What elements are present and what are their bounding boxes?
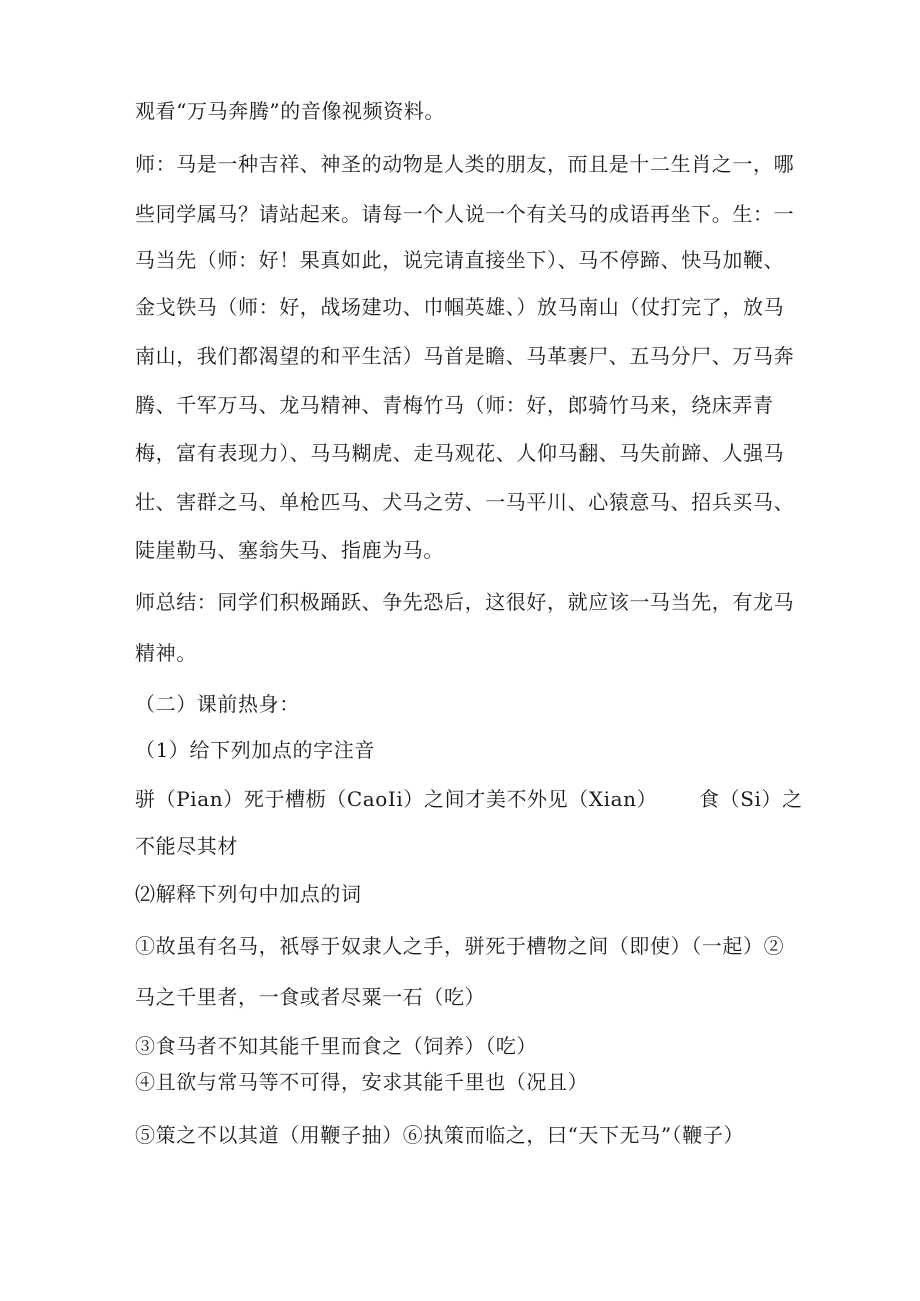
text-line: 壮、害群之马、单枪匹马、犬马之劳、一马平川、心猿意马、招兵买马、 xyxy=(135,490,795,514)
text-line: ①故虽有名马，祇辱于奴隶人之手，骈死于槽物之间（即使）（一起）② xyxy=(135,934,785,958)
text-line: ③食马者不知其能千里而食之（饲养）（吃） xyxy=(135,1034,537,1058)
text-line: 骈（Pian）死于槽枥（CaoIi）之间才美不外见（Xian） 食（Si）之 xyxy=(135,787,803,811)
section-heading: （二）课前热身： xyxy=(135,692,300,716)
text-line: 陡崖勒马、塞翁失马、指鹿为马。 xyxy=(135,538,444,562)
text-line: 梅，富有表现力）、马马糊虎、走马观花、人仰马翻、马失前蹄、人强马 xyxy=(135,441,785,465)
subsection-heading: ⑵解释下列句中加点的词 xyxy=(135,882,362,906)
subsection-heading: （1）给下列加点的字注音 xyxy=(135,738,375,762)
text-line: 马之千里者，一食或者尽粟一石（吃） xyxy=(135,985,486,1009)
text-line: 观看“万马奔腾”的音像视频资料。 xyxy=(135,99,446,123)
text-line: 不能尽其材 xyxy=(135,834,238,858)
text-line: 师总结：同学们积极踊跃、争先恐后，这很好，就应该一马当先，有龙马 xyxy=(135,590,795,614)
text-line: 些同学属马？请站起来。请每一个人说一个有关马的成语再坐下。生：一 xyxy=(135,202,795,226)
text-line: 师：马是一种吉祥、神圣的动物是人类的朋友，而且是十二生肖之一，哪 xyxy=(135,152,795,176)
text-line: ⑤策之不以其道（用鞭子抽）⑥执策而临之，曰“天下无马”（鞭子） xyxy=(135,1123,745,1147)
text-line: ④且欲与常马等不可得，安求其能千里也（况且） xyxy=(135,1070,589,1094)
text-line: 腾、千军万马、龙马精神、青梅竹马（师：好，郎骑竹马来，绕床弄青 xyxy=(135,393,774,417)
text-line: 金戈铁马（师：好，战场建功、巾帼英雄、）放马南山（仗打完了，放马 xyxy=(135,295,785,319)
text-line: 精神。 xyxy=(135,641,197,665)
text-line: 马当先（师：好！果真如此，说完请直接坐下）、马不停蹄、快马加鞭、 xyxy=(135,248,785,272)
text-line: 南山，我们都渴望的和平生活）马首是瞻、马革裹尸、五马分尸、万马奔 xyxy=(135,344,795,368)
